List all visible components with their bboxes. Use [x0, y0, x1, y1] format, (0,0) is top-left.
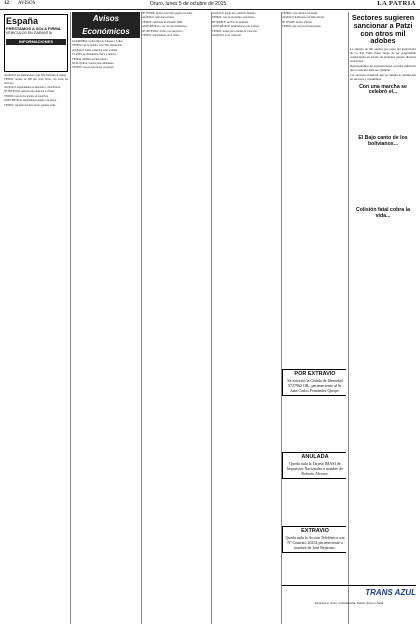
col1-ad-2: ALQUILO: departamento en anticrético, calle Bolívar.	[4, 85, 61, 89]
lost-notice-2-title: EXTRAVIO	[301, 528, 329, 534]
page-header	[0, 0, 420, 10]
footer-ad	[282, 585, 416, 626]
col1-ad-1: VENDO: terreno de 300 m2, zona Norte, con todos los servicios.	[4, 78, 68, 85]
void-notice-title: ANULADA	[301, 454, 329, 460]
footer-text: Servicios a: Oruro, Cochabamba, Potosí, Sucre y Tarija	[314, 601, 384, 605]
col3-ad-0: SE VENDE: terreno zona Sud, papeles en orden.	[142, 12, 193, 15]
article-paragraph-1: La entrega de mil adobes por parte del gobernador de La Paz, Félix Patzi, luego de ser sorprendido conduciendo en estado de ebriedad, generó diversas reacciones.	[350, 47, 416, 63]
info-banner: INFORMACIONES	[6, 39, 66, 45]
col3-ad-3: ANTICRÉTICO: casa con tres dormitorios.	[142, 25, 188, 29]
lost-notice-2-text: Queda nula la Acción Telefónica con Nº Contrato 20254 perteneciente a nombre de José Bejarano.	[285, 535, 345, 551]
lost-notice-1-title: POR EXTRAVIO	[294, 371, 336, 377]
col3-ad-5: VENDO: departamento en el centro.	[142, 33, 180, 37]
col2-ad-3: CLASES: de matemática, física y química.	[72, 53, 117, 57]
col5-ad-2: SE VENDE: terreno 250 m2.	[282, 20, 313, 24]
void-notice	[282, 452, 346, 479]
col4-ad-3: ANTICRÉTICO: departamento zona Central.	[212, 25, 260, 29]
void-notice-text: Queda nula la Tarjeta IMASI de Impuestos Nacionales a nombre de Roberto Alvarez.	[287, 461, 343, 477]
col5-ad-1: ALQUILO: habitación con baño privado.	[282, 16, 326, 20]
lost-notice-1-text: Se extravió la Cédula de Identidad 5727962 OR., perteneciente al Sr. Juan Carlos Fernández Quispe.	[287, 378, 343, 394]
col4-ad-0: ALQUILO: garaje para vehículo mediano.	[212, 12, 257, 15]
column-5	[282, 12, 346, 624]
lender-ad	[4, 14, 68, 72]
article-paragraph-3: Los sectores exigieron que se cumpla lo establecido en sus usos y costumbres.	[350, 72, 416, 81]
col1-ad-6: VENDO: vagoneta en buen estado, papeles al día.	[4, 103, 56, 107]
col3-ad-4: SE NECESITA: chofer con categoría C.	[142, 29, 184, 33]
col4-ad-5: ALQUILO: local comercial.	[212, 33, 242, 37]
subhead-march: Con una marcha se celebró el...	[359, 83, 407, 96]
col2-ad-5: SE ALQUILA: cuartos para estudiantes.	[72, 61, 114, 65]
col4-ad-4: VENDO: terreno en la ciudad de Caracollo.	[212, 29, 258, 33]
col3-ad-1: ALQUILO: salón para eventos.	[142, 16, 175, 20]
column-4	[212, 12, 280, 624]
lost-notice-1	[282, 369, 346, 396]
col3-ad-2: VENDO: camioneta 4x4 modelo 2008.	[142, 20, 183, 24]
column-1	[4, 12, 68, 624]
col1-ad-5: ANTICRÉTICO: departamento amplio con garaje.	[4, 99, 57, 103]
col1-ad-4: VENDO: casa de dos plantas en zona Este.	[4, 94, 49, 98]
col5-ad-3: VENDO: auto Toyota en buen estado.	[282, 25, 322, 29]
col1-ad-0: ALQUILO: dos habitaciones, zona Sud. Informes al celular.	[4, 74, 67, 77]
col2-ad-0: GUARDERÍA: recibe niños de 6 meses a 5 años.	[72, 40, 124, 43]
subhead-bajo-canto: El Bajo canto de los bolivianos...	[358, 135, 408, 147]
classifieds-banner: Avisos Económicos	[72, 12, 140, 38]
footer-brand: TRANS AZUL	[365, 588, 416, 597]
col2-ad-1: VENDO: lote de terreno, zona Villa Challacollo.	[72, 44, 123, 48]
section-name: AVISOS	[18, 1, 36, 6]
masthead: LA PATRIA	[377, 0, 416, 7]
lender-logo: España	[6, 16, 39, 26]
lender-ad-subtitle: VEHICULOS EN GARANTIA	[6, 31, 53, 35]
col4-ad-2: SE OFRECE: servicio de plomería.	[212, 20, 249, 24]
col1-ad-3: SE NECESITA: señorita para atención al cliente.	[4, 90, 55, 94]
lender-ad-title: PRESTAMOS A SOLA FIRMA	[6, 26, 61, 31]
column-3	[142, 12, 210, 624]
article-headline: Sectores sugieren sancionar a Patzi con otros mil adobes	[351, 13, 415, 46]
subhead-collision: Colisión fatal cobra la vida...	[356, 206, 410, 219]
lost-notice-2	[282, 526, 346, 553]
col2-ad-6: VENDO: casa en zona Norte con garaje.	[72, 66, 115, 70]
column-2	[72, 12, 140, 624]
col2-ad-2: ALQUILO: tienda comercial sobre avenida.	[72, 48, 118, 52]
col5-ad-0: VENDO: casa céntrica con tienda.	[282, 12, 318, 15]
article-paragraph-2: Representantes de organizaciones sociales señalaron que la sanción debe ser ejemplar.	[350, 63, 416, 72]
col2-ad-4: VENDO: minibús en buen estado.	[72, 57, 108, 61]
col4-ad-1: VENDO: casa de una planta, zona Oeste.	[212, 16, 255, 20]
news-column	[350, 12, 416, 624]
page-number: 12	[4, 1, 9, 6]
edition-date: Oruro, lunes 5 de octubre de 2015	[150, 1, 227, 7]
